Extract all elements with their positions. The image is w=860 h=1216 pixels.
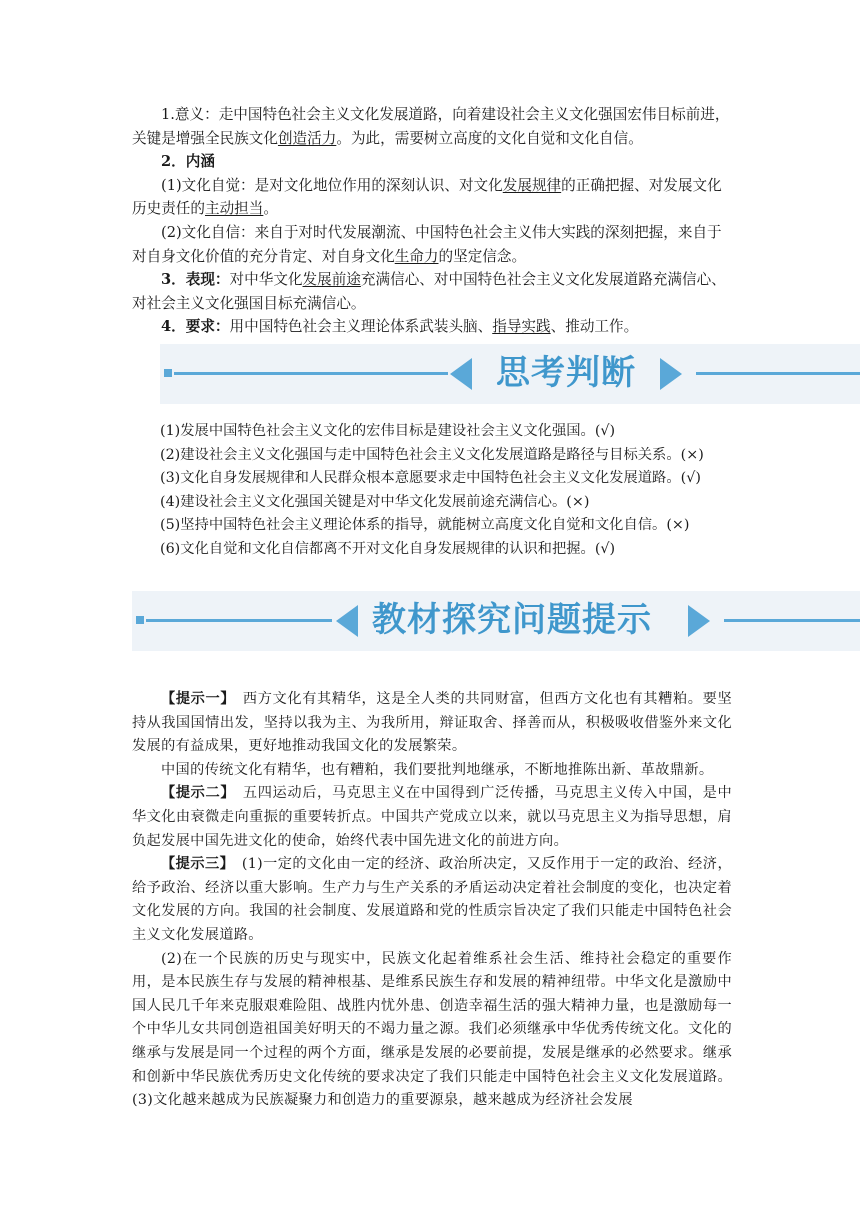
manifestation-paragraph: 3．表现：对中华文化发展前途充满信心、对中国特色社会主义文化发展道路充满信心、对社会主义文化强国目标充满信心。 [132, 271, 726, 312]
hint-three: 【提示三】 (1)一定的文化由一定的经济、政治所决定，又反作用于一定的政治、经济，给予政治、经济以重大影响。生产力与生产关系的矛盾运动决定着社会制度的变化，也决定着文化发展的方向。我国的社会制度、发展道路和党的性质宗旨决定了我们只能走中国特色社会主义文化发展道路。 [132, 856, 732, 943]
hint-label: 【提示一】 [161, 691, 229, 707]
connotation-heading: 2．内涵 [161, 153, 215, 171]
judgement-item: (1)发展中国特色社会主义文化的宏伟目标是建设社会主义文化强国。(√) [160, 423, 616, 439]
right-arrow-icon [660, 358, 682, 390]
judgement-item: (3)文化自身发展规律和人民群众根本意愿要求走中国特色社会主义文化发展道路。(√) [160, 470, 701, 486]
hint-two: 【提示二】 五四运动后，马克思主义在中国得到广泛传播，马克思主义传入中国，是中华文化由衰微走向重振的重要转折点。中国共产党成立以来，就以马克思主义为指导思想，肩负起发展中国先进文化的使命，始终代表中国先进文化的前进方向。 [132, 785, 733, 849]
square-marker [136, 616, 144, 624]
square-marker [164, 369, 172, 377]
judgement-item: (5)坚持中国特色社会主义理论体系的指导，就能树立高度文化自觉和文化自信。(×) [160, 517, 690, 533]
left-arrow-icon [336, 605, 358, 637]
hint-three-continued: (2)在一个民族的历史与现实中，民族文化起着维系社会生活、维持社会稳定的重要作用，是本民族生存与发展的精神根基、是维系民族生存和发展的精神纽带。中华文化是激励中国人民几千年来克服艰难险阻、战胜内忧外患、创造幸福生活的强大精神力量，也是激励每一个中华儿女共同创造祖国美好明天的不竭力量之源。我们必须继承中华优秀传统文化。文化的继承与发展是同一个过程的两个方面，继承是发展的必要前提，发展是继承的必然要求。继承和创新中华民族优秀历史文化传统的要求决定了我们只能走中国特色社会主义文化发展道路。(3)文化越来越成为民族凝聚力和创造力的重要源泉，越来越成为经济社会发展 [132, 950, 732, 1109]
judgement-item: (6)文化自觉和文化自信都离不开对文化自身发展规律的认识和把握。(√) [160, 540, 616, 557]
meaning-paragraph: 1.意义：走中国特色社会主义文化发展道路，向着建设社会主义文化强国宏伟目标前进，关键是增强全民族文化创造活力。为此，需要树立高度的文化自觉和文化自信。 [132, 106, 730, 147]
cultural-consciousness-paragraph: (1)文化自觉：是对文化地位作用的深刻认识、对文化发展规律的正确把握、对发展文化历史责任的主动担当。 [132, 176, 722, 218]
judgement-item: (2)建设社会主义文化强国与走中国特色社会主义文化发展道路是路径与目标关系。(×) [160, 446, 704, 463]
hint-label: 【提示二】 [161, 785, 229, 802]
underlined-term: 主动担当 [204, 200, 264, 218]
requirement-paragraph: 4．要求：用中国特色社会主义理论体系武装头脑、指导实践、推动工作。 [161, 318, 639, 336]
banner-line-right [696, 372, 860, 375]
banner-line-left [146, 619, 332, 622]
hint-one: 【提示一】 西方文化有其精华，这是全人类的共同财富，但西方文化也有其糟粕。要坚持从我国国情出发，坚持以我为主、为我所用，辩证取舍、择善而从，积极吸收借鉴外来文化发展的有益成果，更好地推动我国文化的发展繁荣。 [132, 691, 733, 755]
banner-think-judge [160, 344, 860, 404]
hint-label: 【提示三】 [161, 856, 228, 873]
summary-section [132, 103, 732, 339]
right-arrow-icon [688, 605, 710, 637]
underlined-term: 生命力 [394, 247, 439, 265]
underlined-term: 创造活力 [277, 129, 337, 147]
underlined-term: 发展前途 [302, 271, 361, 289]
hint-one-continued: 中国的传统文化有精华，也有糟粕，我们要批判地继承，不断地推陈出新、革故鼎新。 [161, 761, 714, 778]
banner-line-right [724, 619, 860, 622]
judgement-list [160, 420, 760, 561]
underlined-term: 指导实践 [492, 318, 551, 336]
banner-line-left [174, 372, 448, 375]
cultural-confidence-paragraph: (2)文化自信：来自于对时代发展潮流、中国特色社会主义伟大实践的深刻把握，来自于对自身文化价值的充分肯定、对自身文化生命力的坚定信念。 [132, 223, 722, 265]
banner-textbook-hints [132, 591, 860, 651]
banner-title: 教材探究问题提示 [372, 600, 652, 640]
judgement-item: (4)建设社会主义文化强国关键是对中华文化发展前途充满信心。(×) [160, 493, 590, 510]
hints-section [132, 688, 732, 1113]
banner-title: 思考判断 [496, 353, 636, 393]
underlined-term: 发展规律 [502, 176, 562, 194]
left-arrow-icon [450, 358, 472, 390]
